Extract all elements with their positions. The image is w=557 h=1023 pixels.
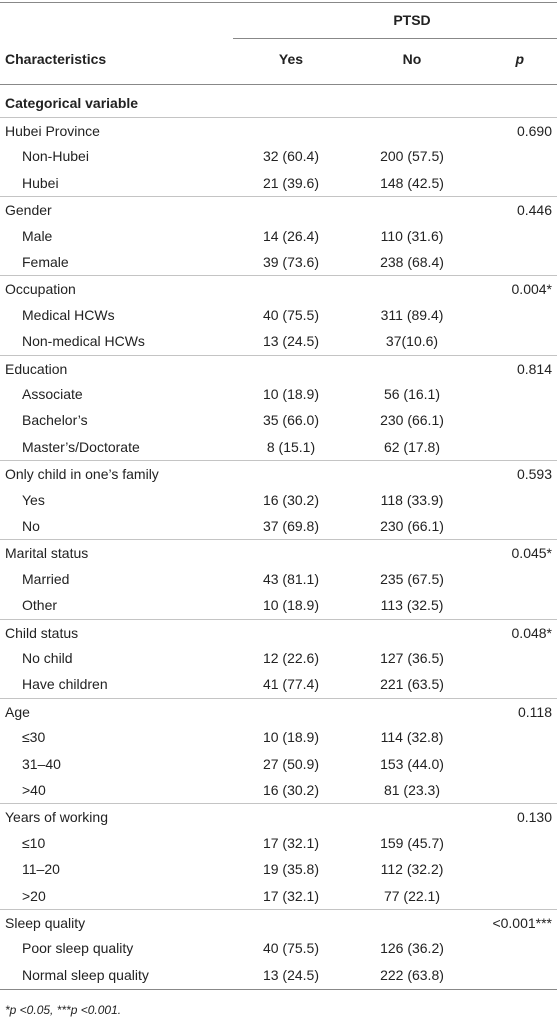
- row-label: Have children: [22, 676, 108, 693]
- table-row: [0, 513, 557, 539]
- category-row: [0, 460, 557, 487]
- row-label: Marital status: [5, 545, 89, 562]
- no-cell: 114 (32.8): [380, 729, 444, 746]
- table-row: [0, 302, 557, 328]
- table-row: [0, 645, 557, 671]
- no-header: No: [402, 51, 422, 67]
- no-cell: 230 (66.1): [380, 412, 444, 429]
- p-value-cell: 0.446: [516, 202, 552, 219]
- no-cell: 126 (36.2): [380, 940, 444, 957]
- table-row: [0, 434, 557, 460]
- p-header: p: [515, 51, 524, 67]
- row-label: Gender: [5, 202, 52, 219]
- row-label: Hubei Province: [5, 123, 100, 139]
- table-row: [0, 328, 557, 354]
- no-cell: 112 (32.2): [380, 861, 444, 878]
- table-row: [0, 935, 557, 961]
- yes-cell: 16 (30.2): [262, 782, 320, 798]
- yes-cell: 39 (73.6): [262, 254, 320, 270]
- yes-cell: 35 (66.0): [262, 412, 320, 429]
- table-row: [0, 381, 557, 407]
- yes-cell: 17 (32.1): [262, 887, 320, 904]
- p-value-cell: 0.593: [516, 466, 552, 483]
- row-label: ≤10: [22, 834, 46, 851]
- row-label: Hubei: [22, 174, 59, 191]
- category-row: [0, 619, 557, 646]
- yes-cell: 16 (30.2): [262, 491, 320, 508]
- ptsd-group-header: PTSD: [393, 12, 431, 28]
- category-row: [0, 355, 557, 382]
- row-label: Education: [5, 360, 68, 377]
- no-cell: 81 (23.3): [383, 782, 441, 798]
- no-cell: 77 (22.1): [383, 887, 441, 904]
- yes-header: Yes: [278, 51, 304, 67]
- no-cell: 200 (57.5): [380, 148, 444, 165]
- p-value-cell: 0.118: [518, 703, 552, 720]
- p-value-cell: <0.001***: [492, 915, 552, 931]
- no-cell: 153 (44.0): [380, 755, 444, 772]
- no-cell: 127 (36.5): [380, 650, 444, 666]
- table-row: [0, 592, 557, 618]
- row-label: Non-medical HCWs: [22, 333, 145, 350]
- yes-cell: 43 (81.1): [262, 570, 320, 587]
- row-label: Non-Hubei: [22, 148, 89, 165]
- footnote: *p <0.05, ***p <0.001.: [5, 1003, 122, 1017]
- row-label: >40: [22, 782, 46, 798]
- row-label: No child: [22, 650, 73, 666]
- row-label: Years of working: [5, 809, 108, 826]
- category-row: [0, 275, 557, 302]
- table-row: [0, 249, 557, 275]
- p-value-cell: 0.004*: [511, 281, 552, 298]
- yes-cell: 17 (32.1): [262, 834, 320, 851]
- yes-cell: 40 (75.5): [262, 940, 320, 957]
- characteristics-header: Characteristics: [5, 51, 107, 67]
- table-row: [0, 724, 557, 750]
- no-cell: 110 (31.6): [380, 227, 444, 244]
- yes-cell: 10 (18.9): [262, 729, 320, 746]
- p-value-cell: 0.130: [516, 809, 552, 826]
- no-cell: 148 (42.5): [380, 174, 444, 191]
- yes-cell: 37 (69.8): [262, 518, 320, 534]
- row-label: Normal sleep quality: [22, 966, 149, 983]
- yes-cell: 40 (75.5): [262, 306, 320, 323]
- row-label: No: [22, 518, 40, 534]
- category-row: [0, 909, 557, 936]
- category-row: [0, 803, 557, 830]
- row-label: Yes: [22, 491, 45, 508]
- category-row: [0, 196, 557, 223]
- top-rule: [0, 2, 557, 3]
- yes-cell: 14 (26.4): [262, 227, 320, 244]
- yes-cell: 12 (22.6): [262, 650, 320, 666]
- category-row: [0, 539, 557, 566]
- row-label: Bachelor’s: [22, 412, 88, 429]
- bottom-rule: [0, 989, 557, 990]
- table-row: [0, 407, 557, 433]
- row-label: Poor sleep quality: [22, 940, 134, 957]
- no-cell: 222 (63.8): [380, 966, 444, 983]
- yes-cell: 27 (50.9): [262, 755, 320, 772]
- row-label: Age: [5, 703, 30, 720]
- row-label: 31–40: [22, 755, 61, 772]
- row-label: >20: [22, 887, 46, 904]
- no-cell: 62 (17.8): [383, 438, 441, 455]
- category-row: [0, 117, 557, 144]
- yes-cell: 21 (39.6): [262, 174, 320, 191]
- row-label: 11–20: [22, 861, 60, 878]
- row-label: Male: [22, 227, 53, 244]
- row-label: Medical HCWs: [22, 306, 115, 323]
- row-label: Master’s/Doctorate: [22, 438, 140, 455]
- yes-cell: 10 (18.9): [262, 386, 320, 402]
- table-row: [0, 830, 557, 856]
- table-row: [0, 143, 557, 169]
- yes-cell: 32 (60.4): [262, 148, 320, 165]
- no-cell: 235 (67.5): [380, 570, 444, 587]
- no-cell: 221 (63.5): [380, 676, 444, 693]
- yes-cell: 13 (24.5): [262, 333, 320, 350]
- no-cell: 159 (45.7): [380, 834, 444, 851]
- row-label: Only child in one’s family: [5, 466, 159, 483]
- category-row: [0, 698, 557, 725]
- no-cell: 118 (33.9): [380, 491, 444, 508]
- table-row: [0, 170, 557, 196]
- ptsd-group-rule: [233, 38, 557, 39]
- header-rule: [0, 84, 557, 85]
- row-label: Associate: [22, 386, 83, 402]
- row-label: Sleep quality: [5, 915, 86, 931]
- p-value-cell: 0.814: [516, 360, 552, 377]
- row-label: Occupation: [5, 281, 76, 298]
- table-row: [0, 487, 557, 513]
- table-row: [0, 777, 557, 803]
- row-label: Female: [22, 254, 69, 270]
- p-value-cell: 0.045*: [511, 545, 552, 562]
- yes-cell: 19 (35.8): [262, 861, 320, 878]
- no-cell: 113 (32.5): [380, 597, 444, 614]
- no-cell: 311 (89.4): [380, 306, 444, 323]
- no-cell: 37(10.6): [385, 333, 439, 350]
- yes-cell: 10 (18.9): [262, 597, 320, 614]
- no-cell: 238 (68.4): [380, 254, 444, 270]
- yes-cell: 8 (15.1): [266, 438, 316, 455]
- section-title: Categorical variable: [5, 95, 139, 111]
- row-label: Other: [22, 597, 58, 614]
- no-cell: 56 (16.1): [383, 386, 441, 402]
- table-row: [0, 962, 557, 988]
- p-value-cell: 0.690: [516, 123, 552, 139]
- row-label: Married: [22, 570, 70, 587]
- no-cell: 230 (66.1): [380, 518, 444, 534]
- table-row: [0, 856, 557, 882]
- table-row: [0, 671, 557, 697]
- yes-cell: 13 (24.5): [262, 966, 320, 983]
- table-row: [0, 751, 557, 777]
- table-row: [0, 883, 557, 909]
- p-value-cell: 0.048*: [511, 624, 552, 641]
- table-row: [0, 223, 557, 249]
- yes-cell: 41 (77.4): [262, 676, 320, 693]
- row-label: Child status: [5, 624, 79, 641]
- row-label: ≤30: [22, 729, 46, 746]
- table-row: [0, 566, 557, 592]
